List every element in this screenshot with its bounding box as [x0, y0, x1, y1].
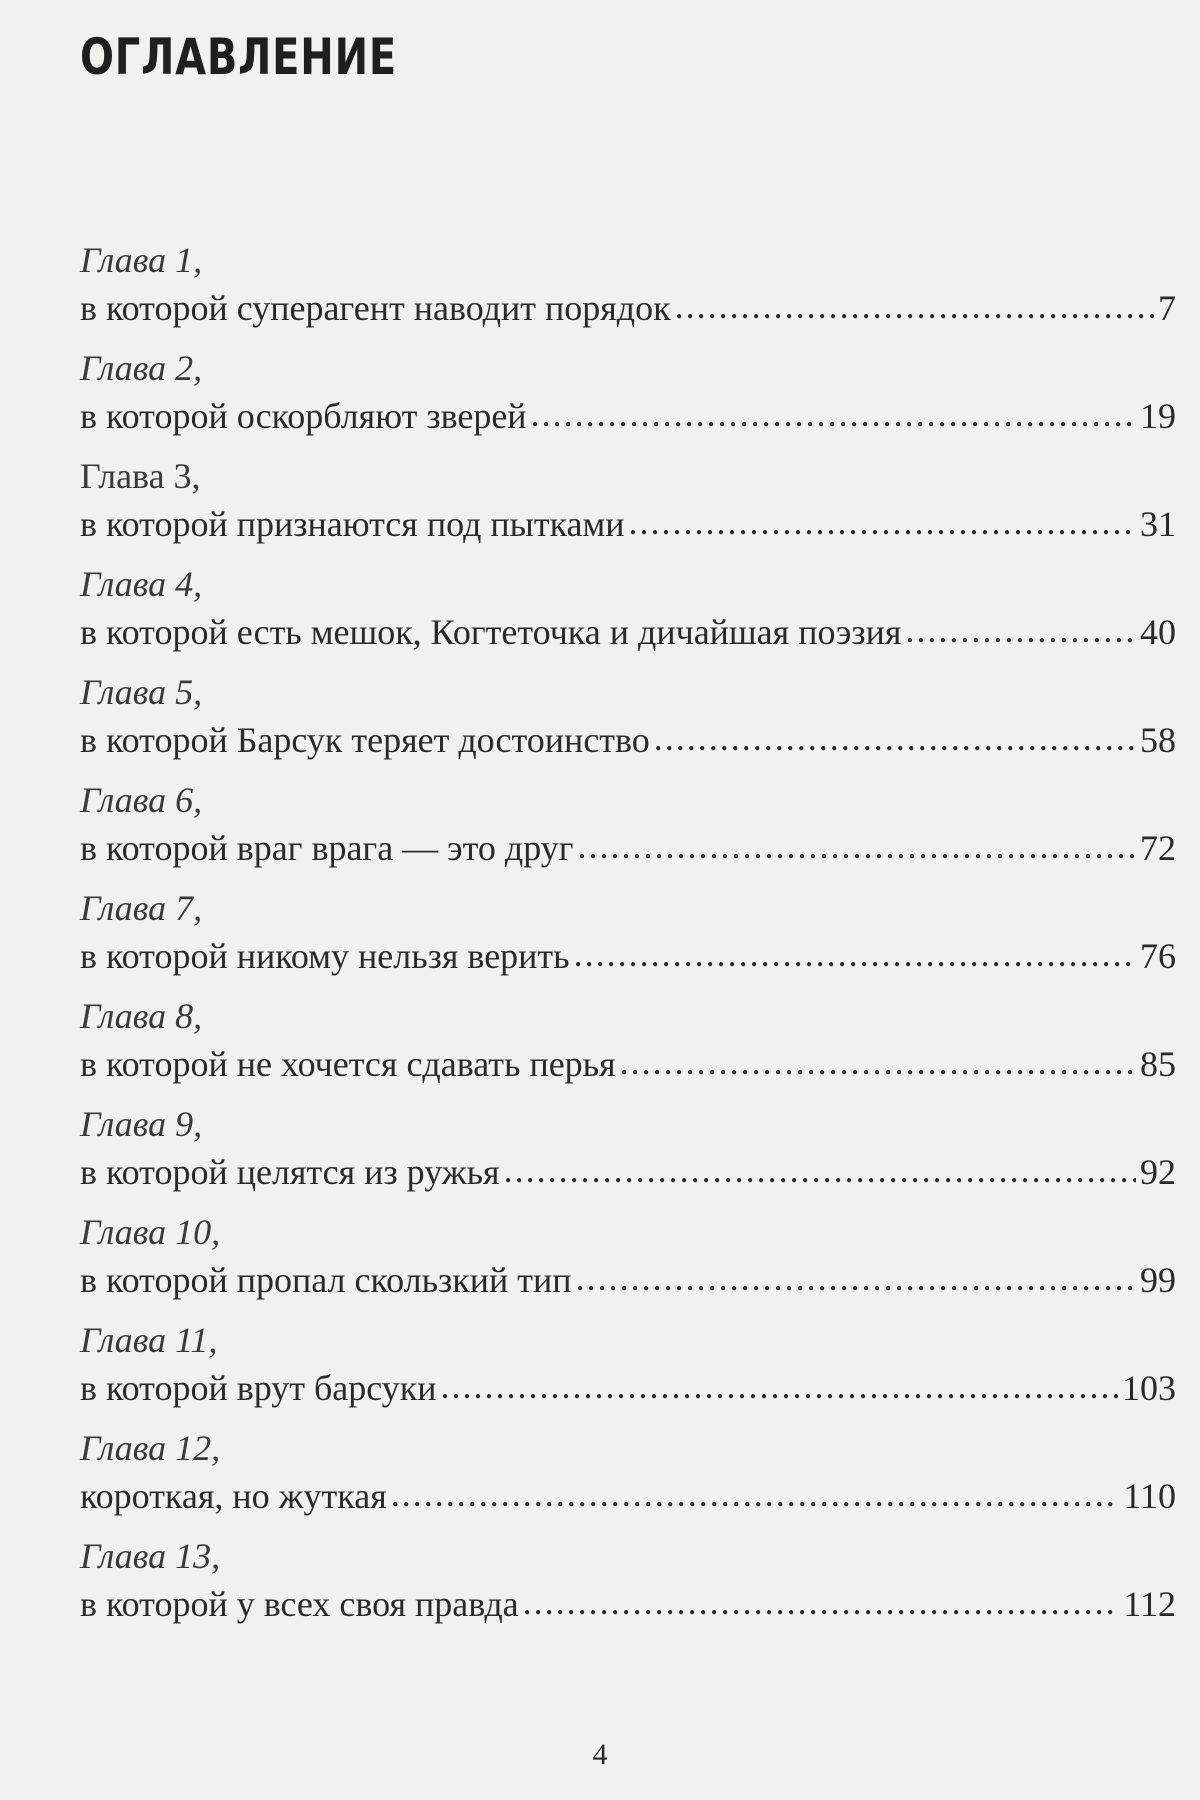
- chapter-description: короткая, но жуткая: [80, 1476, 387, 1516]
- toc-entry: [80, 778, 1176, 886]
- page-reference: 112: [1123, 1584, 1176, 1624]
- chapter-description: в которой враг врага — это друг: [80, 828, 574, 868]
- toc-line: [80, 1042, 1176, 1086]
- toc-entry: [80, 670, 1176, 778]
- dot-leader: [576, 1256, 1136, 1300]
- toc-entry: [80, 1426, 1176, 1534]
- toc-line: [80, 1258, 1176, 1302]
- table-of-contents: [80, 238, 1176, 1642]
- toc-entry: [80, 1534, 1176, 1642]
- chapter-label: Глава 10,: [80, 1212, 221, 1252]
- chapter-description: в которой целятся из ружья: [80, 1152, 500, 1192]
- dot-leader: [441, 1364, 1118, 1408]
- dot-leader: [531, 392, 1136, 436]
- chapter-description: в которой у всех своя правда: [80, 1584, 519, 1624]
- chapter-description: в которой пропал скользкий тип: [80, 1260, 572, 1300]
- dot-leader: [523, 1580, 1120, 1624]
- toc-line: [80, 1150, 1176, 1194]
- chapter-label: Глава 13,: [80, 1536, 221, 1576]
- chapter-description: в которой врут барсуки: [80, 1368, 437, 1408]
- toc-entry: [80, 454, 1176, 562]
- page-reference: 110: [1123, 1476, 1176, 1516]
- chapter-label: Глава 2,: [80, 348, 203, 388]
- chapter-label: Глава 11,: [80, 1320, 218, 1360]
- chapter-label: Глава 9,: [80, 1104, 203, 1144]
- dot-leader: [629, 500, 1136, 544]
- chapter-description: в которой Барсук теряет достоинство: [80, 720, 650, 760]
- chapter-description: в которой суперагент наводит порядок: [80, 288, 671, 328]
- chapter-label: Глава 5,: [80, 672, 203, 712]
- chapter-label: Глава 6,: [80, 780, 203, 820]
- toc-line: [80, 1582, 1176, 1626]
- toc-line: [80, 502, 1176, 546]
- page-reference: 31: [1140, 504, 1176, 544]
- toc-line: [80, 394, 1176, 438]
- toc-entry: [80, 238, 1176, 346]
- chapter-description: в которой не хочется сдавать перья: [80, 1044, 616, 1084]
- toc-line: [80, 718, 1176, 762]
- toc-line: [80, 826, 1176, 870]
- page-reference: 85: [1140, 1044, 1176, 1084]
- dot-leader: [391, 1472, 1120, 1516]
- toc-entry: [80, 562, 1176, 670]
- dot-leader: [574, 932, 1136, 976]
- toc-entry: [80, 346, 1176, 454]
- toc-entry: [80, 886, 1176, 994]
- page-reference: 7: [1158, 288, 1176, 328]
- toc-entry: [80, 994, 1176, 1102]
- toc-line: [80, 934, 1176, 978]
- dot-leader: [675, 284, 1154, 328]
- page-reference: 103: [1122, 1368, 1176, 1408]
- page-reference: 92: [1140, 1152, 1176, 1192]
- toc-line: [80, 610, 1176, 654]
- toc-line: [80, 1474, 1176, 1518]
- chapter-label: Глава 12,: [80, 1428, 221, 1468]
- chapter-description: в которой признаются под пытками: [80, 504, 625, 544]
- page-reference: 76: [1140, 936, 1176, 976]
- page-reference: 99: [1140, 1260, 1176, 1300]
- toc-line: [80, 1366, 1176, 1410]
- chapter-label: Глава 4,: [80, 564, 203, 604]
- chapter-label: Глава 3,: [80, 456, 201, 496]
- chapter-description: в которой оскорбляют зверей: [80, 396, 527, 436]
- dot-leader: [578, 824, 1137, 868]
- page-reference: 40: [1140, 612, 1176, 652]
- chapter-label: Глава 1,: [80, 240, 203, 280]
- page-reference: 72: [1140, 828, 1176, 868]
- chapter-label: Глава 7,: [80, 888, 203, 928]
- toc-entry: [80, 1318, 1176, 1426]
- toc-line: [80, 286, 1176, 330]
- dot-leader: [905, 608, 1136, 652]
- dot-leader: [620, 1040, 1136, 1084]
- chapter-label: Глава 8,: [80, 996, 203, 1036]
- page-number: 4: [592, 1738, 608, 1771]
- page-reference: 19: [1140, 396, 1176, 436]
- page-reference: 58: [1140, 720, 1176, 760]
- page-title: ОГЛАВЛЕНИЕ: [80, 28, 397, 86]
- dot-leader: [504, 1148, 1136, 1192]
- chapter-description: в которой есть мешок, Когтеточка и дичайшая поэзия: [80, 612, 902, 652]
- toc-entry: [80, 1102, 1176, 1210]
- chapter-description: в которой никому нельзя верить: [80, 936, 570, 976]
- dot-leader: [654, 716, 1136, 760]
- toc-entry: [80, 1210, 1176, 1318]
